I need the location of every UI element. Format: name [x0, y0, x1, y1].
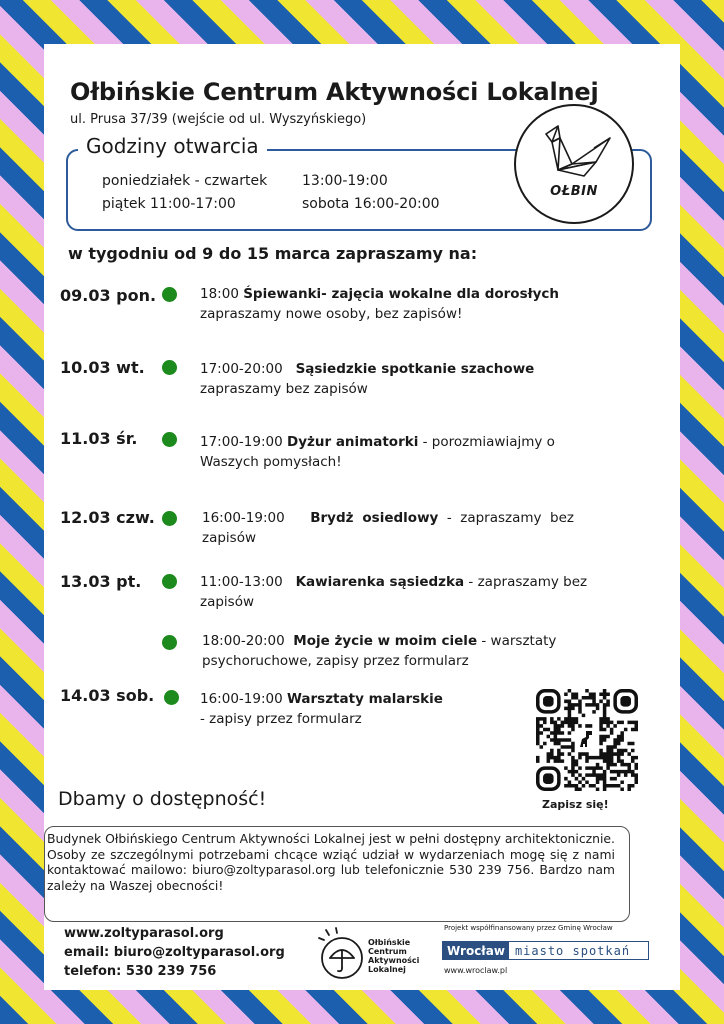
- event-time: 11:00-13:00: [200, 574, 283, 590]
- event-day: 09.03 pon.: [60, 286, 157, 305]
- event-time: 17:00-20:00: [200, 361, 283, 377]
- event-bullet: [162, 432, 177, 447]
- qr-code-image: [536, 689, 638, 791]
- event-day: 12.03 czw.: [60, 508, 155, 527]
- footer-logo-text: [368, 938, 419, 974]
- event-note: - zapraszamy bez zapisów: [200, 574, 588, 610]
- qr-label: Zapisz się!: [542, 798, 609, 811]
- wroclaw-url[interactable]: www.wroclaw.pl: [444, 966, 508, 975]
- event-bullet: [162, 574, 177, 589]
- event-description: [202, 508, 574, 548]
- event-day: 14.03 sob.: [60, 686, 155, 705]
- accessibility-text: Budynek Ołbińskiego Centrum Aktywności Lokalnej jest w pełni dostępny architektonicznie. Osoby ze szczególnymi potrzebami chcące wziąć udział w wydarzeniach mogę się z nami kontaktować mailowo: biuro@zoltyparasol.org lub telefonicznie 530 239 756. Bardzo nam zależy na Waszej obecności!: [47, 831, 615, 893]
- event-description: [200, 572, 612, 612]
- page-title: Ołbińskie Centrum Aktywności Lokalnej: [70, 78, 599, 106]
- event-bullet: [162, 511, 177, 526]
- event-name: Warsztaty malarskie: [286, 691, 443, 707]
- footer-logo-line: Ołbińskie: [368, 938, 411, 947]
- qr-code[interactable]: [536, 689, 638, 791]
- cofunding-note: Projekt współfinansowany przez Gminę Wrocław: [444, 924, 613, 932]
- week-heading: w tygodniu od 9 do 15 marca zapraszamy na:: [68, 244, 478, 263]
- footer-logo-line: Centrum: [368, 947, 407, 956]
- event-time: 18:00: [200, 286, 239, 302]
- poster-card: [44, 44, 680, 990]
- event-description: [200, 432, 600, 472]
- hours-friday: piątek 11:00-17:00: [102, 196, 236, 212]
- footer-ocal-logo: [316, 924, 436, 984]
- olbin-logo: [514, 104, 634, 224]
- event-bullet: [164, 690, 179, 705]
- event-bullet: [162, 287, 177, 302]
- footer-logo-line: Aktywności: [368, 956, 420, 965]
- event-name: Kawiarenka sąsiedzka: [295, 574, 465, 590]
- opening-hours-title: Godziny otwarcia: [78, 134, 267, 158]
- wroclaw-logo-name: Wrocław: [443, 942, 509, 959]
- event-name: Dyżur animatorki: [286, 434, 419, 450]
- event-description: [202, 631, 574, 671]
- hours-weekdays-time: 13:00-19:00: [302, 173, 388, 189]
- event-time: 16:00-19:00: [200, 691, 283, 707]
- hours-weekdays: poniedziałek - czwartek: [102, 173, 268, 189]
- address: ul. Prusa 37/39 (wejście od ul. Wyszyńskiego): [70, 112, 367, 127]
- accessibility-box: [44, 826, 630, 922]
- wroclaw-logo: [442, 941, 649, 960]
- event-note: - zapisy przez formularz: [200, 711, 362, 727]
- event-time: 18:00-20:00: [202, 633, 285, 649]
- event-note: zapraszamy nowe osoby, bez zapisów!: [200, 306, 463, 322]
- event-note: - porozmiawiajmy o Waszych pomysłach!: [200, 434, 555, 470]
- event-name: Śpiewanki- zajęcia wokalne dla dorosłych: [243, 286, 560, 302]
- olbin-logo-text: OŁBIN: [550, 184, 598, 199]
- event-note: - warsztaty psychoruchowe, zapisy przez formularz: [202, 633, 557, 669]
- umbrella-icon: [316, 926, 366, 982]
- event-description: [200, 359, 600, 399]
- accessibility-title: Dbamy o dostępność!: [58, 788, 267, 810]
- event-name: Moje życie w moim ciele: [293, 633, 478, 649]
- origami-swan-icon: [538, 124, 612, 180]
- event-description: [200, 689, 500, 729]
- event-day: 10.03 wt.: [60, 358, 145, 377]
- email-link[interactable]: email: biuro@zoltyparasol.org: [64, 945, 285, 960]
- hours-saturday: sobota 16:00-20:00: [302, 196, 440, 212]
- footer-logo-line: Lokalnej: [368, 965, 406, 974]
- wroclaw-logo-tagline: miasto spotkań: [514, 943, 631, 958]
- event-note: zapraszamy bez zapisów: [200, 381, 368, 397]
- event-day: 11.03 śr.: [60, 429, 138, 448]
- event-name: Brydż osiedlowy: [310, 510, 439, 526]
- event-note: - zapraszamy bez zapisów: [202, 510, 574, 546]
- event-time: 16:00-19:00: [202, 510, 285, 526]
- footer-contact: [64, 924, 285, 981]
- event-description: [200, 284, 600, 324]
- event-time: 17:00-19:00: [200, 434, 283, 450]
- website-link[interactable]: www.zoltyparasol.org: [64, 926, 224, 941]
- event-bullet: [162, 635, 177, 650]
- event-name: Sąsiedzkie spotkanie szachowe: [295, 361, 535, 377]
- phone-text: telefon: 530 239 756: [64, 964, 217, 979]
- event-day: 13.03 pt.: [60, 572, 142, 591]
- event-bullet: [162, 360, 177, 375]
